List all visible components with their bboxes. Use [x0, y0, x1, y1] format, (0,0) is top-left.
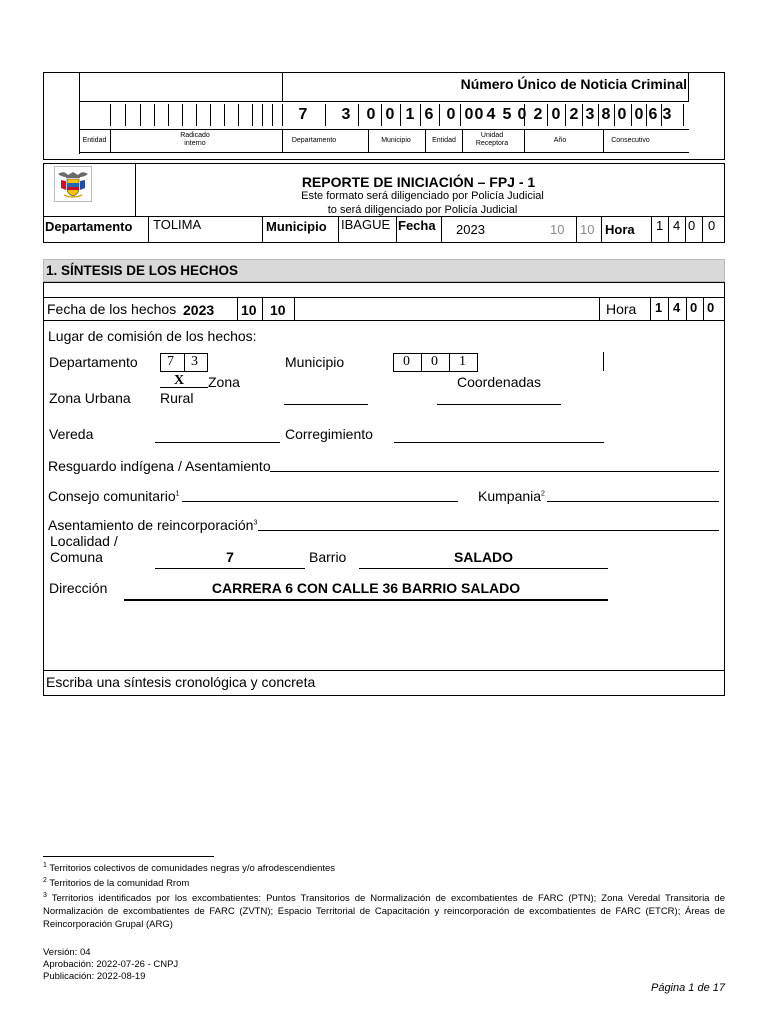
- lugar-departamento-label: Departamento: [49, 354, 138, 370]
- divider: [462, 129, 463, 152]
- noticia-digit[interactable]: 0: [464, 106, 474, 123]
- divider: [599, 297, 600, 320]
- direccion-field: [124, 599, 608, 601]
- noticia-digit[interactable]: 6: [424, 106, 434, 123]
- consejo-label: Consejo comunitario$^1$: [48, 488, 180, 504]
- hora-hechos-digit[interactable]: 1: [655, 300, 663, 315]
- divider: [43, 670, 725, 671]
- barrio-value[interactable]: SALADO: [453, 549, 514, 565]
- report-subtitle: Este formato será diligenciado por Policía Judicial: [301, 190, 544, 202]
- divider: [601, 216, 602, 242]
- fecha-month[interactable]: 10: [550, 222, 565, 237]
- aprobacion: Aprobación: 2022-07-26 - CNPJ: [43, 959, 179, 970]
- noticia-title: Número Único de Noticia Criminal: [460, 76, 687, 92]
- label-anio: Año: [553, 137, 567, 144]
- coordenada-field-1[interactable]: [284, 404, 368, 405]
- resguardo-field[interactable]: [270, 471, 719, 472]
- digit-cell-divider: [683, 104, 684, 126]
- divider: [43, 320, 725, 321]
- departamento-code-digit: 3: [191, 354, 198, 369]
- footnote-3: $^3$ Territorios identificados por los excombatientes: Puntos Transitorios de Normalización de excombatientes de FARC (PTN); Zona Veredal Transitoria de Normalización de excombatientes de FARC (ZVTN); Espacio Territorial de Capacitación y reincorporación de excombatientes de FARC (ETCR); Áreas de Reincorporación Grupal (ARG): [43, 891, 725, 930]
- noticia-digit[interactable]: 0: [517, 106, 527, 123]
- radicado-cell-divider: [224, 104, 225, 126]
- departamento-label: Departamento: [45, 219, 133, 234]
- noticia-digit[interactable]: 3: [341, 106, 351, 123]
- barrio-label: Barrio: [309, 549, 347, 565]
- hora-digit[interactable]: 0: [708, 218, 716, 233]
- coat-of-arms-logo: [56, 168, 90, 200]
- divider: [396, 216, 397, 242]
- direccion-value[interactable]: CARRERA 6 CON CALLE 36 BARRIO SALADO: [211, 580, 521, 596]
- departamento-code-digit: 7: [167, 354, 174, 369]
- hora-digit[interactable]: 4: [673, 218, 681, 233]
- hora-digit[interactable]: 1: [656, 218, 664, 233]
- divider: [421, 353, 422, 372]
- noticia-digit[interactable]: 0: [474, 106, 484, 123]
- label-unidad-receptora: Unidad Receptora: [475, 132, 509, 147]
- label-consecutivo: Consecutivo: [611, 137, 650, 144]
- footnote-separator: [43, 856, 214, 857]
- divider: [603, 352, 604, 371]
- consejo-field[interactable]: [182, 501, 458, 502]
- noticia-digit[interactable]: 0: [634, 106, 644, 123]
- noticia-digit[interactable]: 0: [385, 106, 395, 123]
- resguardo-label: Resguardo indígena / Asentamiento: [48, 458, 271, 474]
- divider: [110, 129, 111, 152]
- noticia-digit[interactable]: 8: [601, 106, 611, 123]
- noticia-digit[interactable]: 3: [662, 106, 672, 123]
- fecha-label: Fecha: [398, 218, 436, 233]
- fecha-hechos-month[interactable]: 10: [241, 302, 257, 318]
- divider: [685, 216, 686, 242]
- fecha-hechos-label: Fecha de los hechos: [47, 301, 177, 317]
- hora-hechos-digit[interactable]: 0: [707, 300, 715, 315]
- divider: [441, 216, 442, 242]
- radicado-cell-divider: [154, 104, 155, 126]
- fecha-year[interactable]: 2023: [456, 222, 485, 237]
- radicado-cell-divider: [182, 104, 183, 126]
- radicado-cell-divider: [272, 104, 273, 126]
- divider: [79, 129, 689, 130]
- label-municipio: Municipio: [381, 137, 411, 144]
- hora-hechos-digit[interactable]: 0: [690, 300, 698, 315]
- noticia-digit[interactable]: 0: [366, 106, 376, 123]
- radicado-cell-divider: [252, 104, 253, 126]
- digit-cell-divider: [400, 104, 401, 126]
- noticia-digit[interactable]: 1: [405, 106, 415, 123]
- municipio-code-digit: 0: [431, 354, 438, 369]
- digit-cell-divider: [358, 104, 359, 126]
- noticia-digit[interactable]: 2: [533, 106, 543, 123]
- divider: [262, 297, 263, 320]
- label-entidad: Entidad: [82, 137, 107, 144]
- divider: [43, 297, 725, 298]
- label-departamento: Departamento: [291, 137, 337, 144]
- divider: [668, 297, 669, 320]
- report-title: REPORTE DE INICIACIÓN – FPJ - 1: [301, 174, 536, 190]
- coordenadas-label: Coordenadas: [457, 374, 542, 390]
- departamento-value[interactable]: TOLIMA: [153, 217, 202, 232]
- divider: [651, 216, 652, 242]
- divider: [668, 216, 669, 242]
- municipio-code-digit: 1: [459, 354, 466, 369]
- comuna-value[interactable]: 7: [226, 549, 234, 565]
- zona-mark-underline: [160, 387, 208, 388]
- divider: [237, 297, 238, 320]
- municipio-code-digit: 0: [403, 354, 410, 369]
- divider: [43, 242, 725, 243]
- divider: [79, 101, 689, 102]
- radicado-cell-divider: [238, 104, 239, 126]
- lugar-label: Lugar de comisión de los hechos:: [48, 328, 257, 344]
- label-radicado: Radicado interno: [180, 132, 210, 147]
- barrio-field: [359, 568, 608, 569]
- section-1-title: 1. SÍNTESIS DE LOS HECHOS: [46, 263, 239, 278]
- hora-label: Hora: [605, 222, 635, 237]
- fecha-day[interactable]: 10: [580, 222, 595, 237]
- divider: [703, 297, 704, 320]
- vereda-field[interactable]: [155, 442, 280, 443]
- divider: [79, 152, 689, 153]
- footnote-1: $^1$ Territorios colectivos de comunidades negras y/o afrodescendientes: [43, 861, 336, 874]
- radicado-cell-divider: [196, 104, 197, 126]
- radicado-cell-divider: [262, 104, 263, 126]
- footnote-2: $^2$ Territorios de la comunidad Rrom: [43, 876, 190, 889]
- rural-label: Rural: [160, 390, 194, 406]
- direccion-label: Dirección: [49, 580, 108, 596]
- radicado-cell-divider: [168, 104, 169, 126]
- asentamiento-field[interactable]: [258, 530, 719, 531]
- hora-hechos-digit[interactable]: 4: [673, 300, 681, 315]
- divider: [449, 353, 450, 372]
- vereda-label: Vereda: [49, 426, 94, 442]
- noticia-digit[interactable]: 5: [502, 106, 512, 123]
- digit-cell-divider: [439, 104, 440, 126]
- divider: [135, 163, 136, 216]
- divider: [576, 216, 577, 242]
- noticia-digit[interactable]: 0: [617, 106, 627, 123]
- noticia-digit[interactable]: 3: [585, 106, 595, 123]
- noticia-digit[interactable]: 4: [486, 106, 496, 123]
- radicado-cell-divider: [140, 104, 141, 126]
- divider: [702, 216, 703, 242]
- divider: [338, 216, 339, 242]
- zona-mark[interactable]: X: [174, 373, 185, 388]
- comuna-label: Comuna: [50, 549, 103, 565]
- localidad-label: Localidad /: [50, 533, 118, 549]
- kumpania-field[interactable]: [547, 501, 719, 502]
- radicado-cell-divider: [110, 104, 111, 126]
- corregimiento-field[interactable]: [394, 442, 604, 443]
- report-subtitle-overlap: to será diligenciado por Policía Judicial: [327, 204, 518, 216]
- kumpania-label: Kumpania$^2$: [478, 488, 545, 504]
- divider: [184, 353, 185, 372]
- publicacion: Publicación: 2022-08-19: [43, 971, 146, 982]
- noticia-digit[interactable]: 2: [569, 106, 579, 123]
- fecha-hechos-year[interactable]: 2023: [183, 302, 215, 318]
- label-entidad-2: Entidad: [432, 137, 456, 144]
- noticia-digit[interactable]: 6: [648, 106, 658, 123]
- municipio-label: Municipio: [266, 219, 327, 234]
- hora-digit[interactable]: 0: [688, 218, 696, 233]
- zona-label: Zona: [208, 374, 240, 390]
- hora-hechos-label: Hora: [606, 301, 637, 317]
- divider: [294, 297, 295, 320]
- divider: [368, 129, 369, 152]
- comuna-field: [155, 568, 305, 569]
- fecha-hechos-day[interactable]: 10: [270, 302, 286, 318]
- noticia-digit[interactable]: 0: [551, 106, 561, 123]
- divider: [262, 216, 263, 242]
- noticia-digit[interactable]: 7: [298, 106, 308, 123]
- lugar-municipio-label: Municipio: [285, 354, 345, 370]
- coordenada-field-2[interactable]: [437, 404, 561, 405]
- radicado-cell-divider: [282, 104, 283, 126]
- corregimiento-label: Corregimiento: [285, 426, 373, 442]
- noticia-digit[interactable]: 0: [446, 106, 456, 123]
- zona-urbana-label: Zona Urbana: [49, 390, 131, 406]
- divider: [686, 297, 687, 320]
- page-number: Página 1 de 17: [650, 982, 725, 994]
- digit-cell-divider: [325, 104, 326, 126]
- radicado-cell-divider: [125, 104, 126, 126]
- asentamiento-label: Asentamiento de reincorporación$^3$: [48, 517, 258, 533]
- divider: [148, 216, 149, 242]
- radicado-cell-divider: [210, 104, 211, 126]
- version: Versión: 04: [43, 947, 91, 958]
- municipio-value[interactable]: IBAGUE: [341, 217, 391, 232]
- divider: [650, 297, 651, 320]
- sintesis-label: Escriba una síntesis cronológica y concreta: [46, 674, 316, 690]
